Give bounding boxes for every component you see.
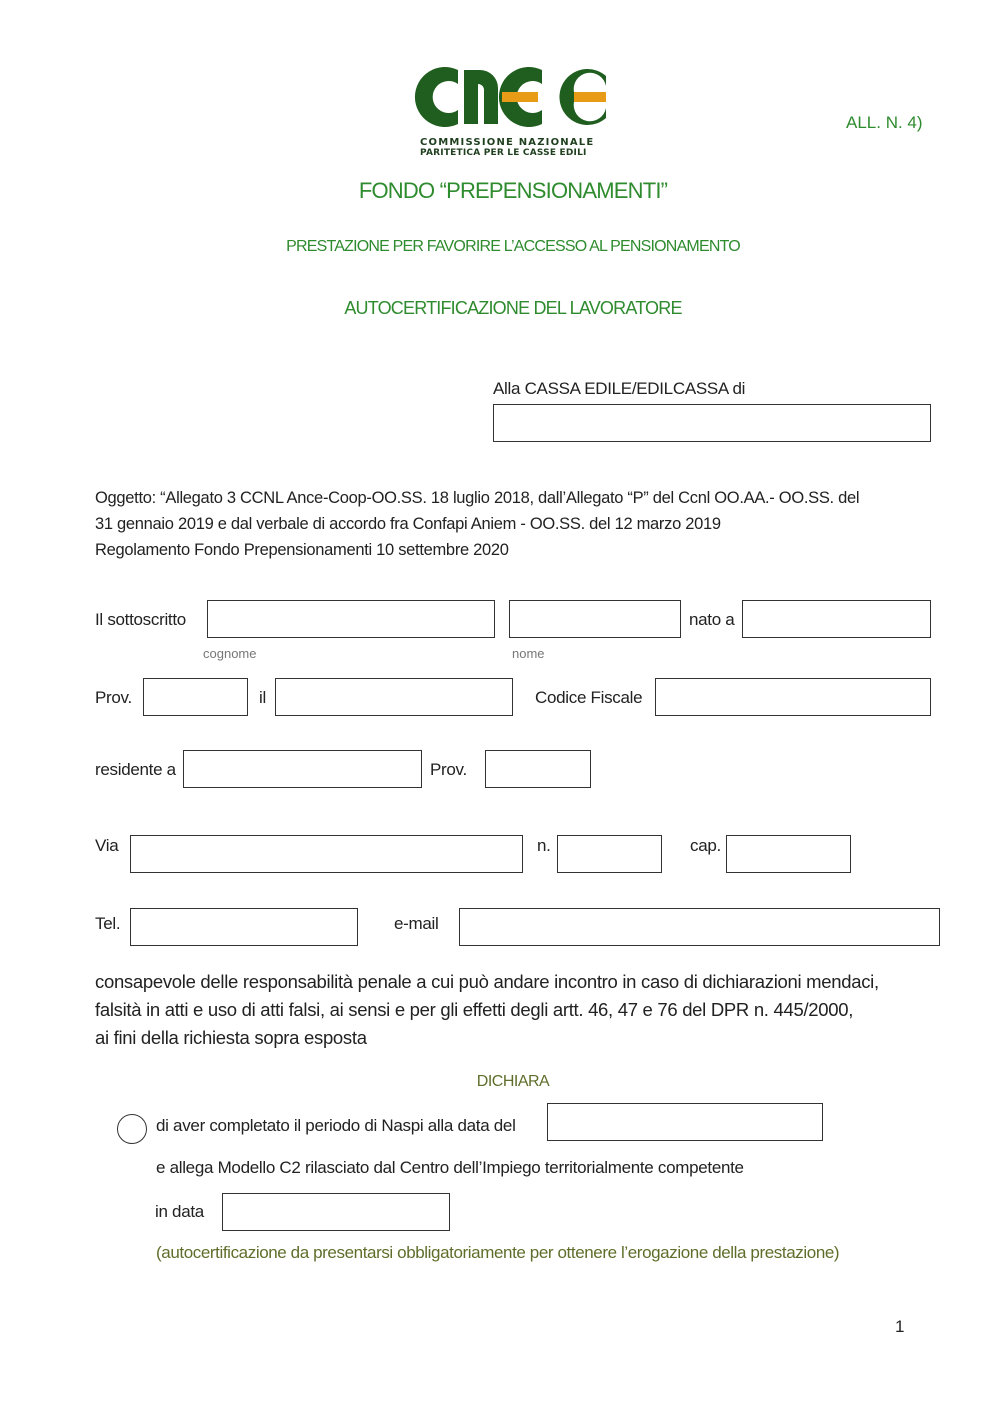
tel-label: Tel. (95, 914, 121, 933)
luogo-nascita-field[interactable] (742, 600, 931, 638)
residente-label: residente a (95, 760, 176, 779)
page-number: 1 (895, 1317, 905, 1336)
naspi-option-label: di aver completato il periodo di Naspi alla data del (156, 1116, 516, 1135)
email-field[interactable] (459, 908, 940, 946)
il-label: il (259, 688, 266, 707)
cognome-hint: cognome (203, 646, 257, 661)
main-title: FONDO “PREPENSIONAMENTI” (358, 178, 668, 203)
dichiara-heading: DICHIARA (476, 1073, 550, 1090)
residenza-field[interactable] (183, 750, 422, 788)
cassa-edile-field[interactable] (493, 404, 931, 442)
allegato-label: ALL. N. 4) (846, 113, 923, 132)
via-label: Via (95, 836, 119, 855)
cnce-logo (414, 62, 610, 158)
numero-civico-field[interactable] (557, 835, 662, 873)
email-label: e-mail (394, 914, 439, 933)
logo-line2: PARITETICA PER LE CASSE EDILI (420, 148, 587, 158)
oggetto-line1: Oggetto: “Allegato 3 CCNL Ance-Coop-OO.SS. 18 luglio 2018, dall’Allegato “P” del Ccnl OO.AA.- OO.SS. del (95, 489, 860, 507)
oggetto-line2: 31 gennaio 2019 e dal verbale di accordo fra Confapi Aniem - OO.SS. del 12 marzo 2019 (95, 515, 721, 533)
nome-hint: nome (512, 646, 545, 661)
logo-line1: COMMISSIONE NAZIONALE (420, 137, 595, 148)
prov-residenza-label: Prov. (430, 760, 467, 779)
sottoscritto-label: Il sottoscritto (95, 610, 186, 629)
naspi-radio[interactable] (117, 1114, 147, 1144)
numero-label: n. (537, 836, 551, 855)
section-title: AUTOCERTIFICAZIONE DEL LAVORATORE (344, 298, 682, 318)
consapevole-line2: falsità in atti e uso di atti falsi, ai sensi e per gli effetti degli artt. 46, 47 e 76 del DPR n. 445/2000, (95, 999, 854, 1020)
consapevole-line3: ai fini della richiesta sopra esposta (95, 1027, 367, 1048)
c2-date-field[interactable] (222, 1193, 450, 1231)
nome-field[interactable] (509, 600, 681, 638)
obbligatoria-note: (autocertificazione da presentarsi obbligatoriamente per ottenere l’erogazione della prestazione) (156, 1243, 840, 1262)
tel-field[interactable] (130, 908, 358, 946)
in-data-label: in data (155, 1202, 204, 1221)
cognome-field[interactable] (207, 600, 495, 638)
data-nascita-field[interactable] (275, 678, 513, 716)
nato-a-label: nato a (689, 610, 735, 629)
naspi-date-field[interactable] (547, 1103, 823, 1141)
cnce-logo-mark (414, 62, 610, 132)
cap-label: cap. (690, 836, 721, 855)
codice-fiscale-field[interactable] (655, 678, 931, 716)
subtitle: PRESTAZIONE PER FAVORIRE L’ACCESSO AL PENSIONAMENTO (286, 238, 740, 255)
prov-nascita-field[interactable] (143, 678, 248, 716)
cap-field[interactable] (726, 835, 851, 873)
prov-label: Prov. (95, 688, 132, 707)
oggetto-line3: Regolamento Fondo Prepensionamenti 10 settembre 2020 (95, 541, 509, 559)
codice-fiscale-label: Codice Fiscale (535, 688, 643, 707)
consapevole-line1: consapevole delle responsabilità penale a cui può andare incontro in caso di dichiarazioni mendaci, (95, 971, 879, 992)
allega-text: e allega Modello C2 rilasciato dal Centro dell’Impiego territorialmente competente (156, 1158, 744, 1177)
addressee-label: Alla CASSA EDILE/EDILCASSA di (493, 379, 746, 398)
prov-residenza-field[interactable] (485, 750, 591, 788)
via-field[interactable] (130, 835, 523, 873)
